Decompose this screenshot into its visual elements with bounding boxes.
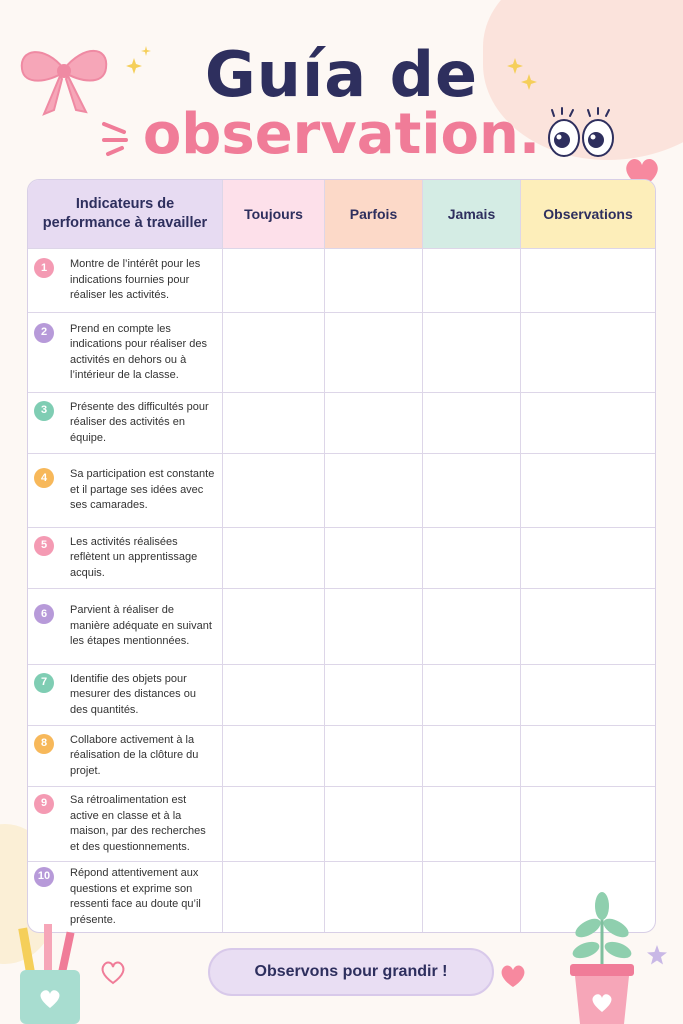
- indicator-text: Sa rétroalimentation est active en classe et à la maison, par des recherches et des questionnements.: [70, 794, 206, 853]
- cell-observations[interactable]: [521, 528, 655, 589]
- cell-parfois[interactable]: [325, 787, 423, 862]
- plant-pot-icon: [566, 890, 638, 1024]
- indicator-cell: [28, 454, 223, 528]
- row-number-badge: 6: [34, 604, 54, 624]
- page-title-line2: observation.: [142, 102, 541, 167]
- cell-observations[interactable]: [521, 393, 655, 454]
- table-row: [28, 393, 655, 454]
- cell-toujours[interactable]: [223, 862, 325, 932]
- row-number-badge: 3: [34, 401, 54, 421]
- cell-jamais[interactable]: [423, 249, 521, 313]
- header-parfois: Parfois: [325, 180, 423, 249]
- heart-icon: [498, 962, 528, 990]
- table-header-row: [28, 180, 655, 249]
- table-row: [28, 313, 655, 393]
- star-icon: [646, 944, 668, 966]
- cell-toujours[interactable]: [223, 313, 325, 393]
- cell-parfois[interactable]: [325, 528, 423, 589]
- cell-parfois[interactable]: [325, 726, 423, 787]
- cell-toujours[interactable]: [223, 726, 325, 787]
- indicator-text: Répond attentivement aux questions et exprime son ressenti face au doute qu’il présente.: [70, 867, 201, 926]
- page-title-line1: Guía de: [204, 38, 479, 111]
- table-row: [28, 862, 655, 932]
- cell-parfois[interactable]: [325, 393, 423, 454]
- cell-parfois[interactable]: [325, 454, 423, 528]
- cell-jamais[interactable]: [423, 726, 521, 787]
- cell-observations[interactable]: [521, 454, 655, 528]
- indicator-cell: [28, 249, 223, 313]
- row-number-badge: 9: [34, 794, 54, 814]
- row-number-badge: 1: [34, 258, 54, 278]
- indicator-cell: [28, 787, 223, 862]
- cell-observations[interactable]: [521, 249, 655, 313]
- row-number-badge: 8: [34, 734, 54, 754]
- cell-toujours[interactable]: [223, 589, 325, 665]
- cell-parfois[interactable]: [325, 249, 423, 313]
- indicator-text: Montre de l’intérêt pour les indications fournies pour réaliser les activités.: [70, 258, 201, 302]
- header-toujours: Toujours: [223, 180, 325, 249]
- cell-jamais[interactable]: [423, 862, 521, 932]
- table-row: [28, 665, 655, 726]
- cell-jamais[interactable]: [423, 313, 521, 393]
- row-number-badge: 7: [34, 673, 54, 693]
- row-number-badge: 5: [34, 536, 54, 556]
- table-row: [28, 787, 655, 862]
- cell-toujours[interactable]: [223, 393, 325, 454]
- indicator-text: Identifie des objets pour mesurer des distances ou des quantités.: [70, 672, 196, 716]
- cell-jamais[interactable]: [423, 393, 521, 454]
- cell-jamais[interactable]: [423, 528, 521, 589]
- table-row: [28, 454, 655, 528]
- indicator-cell: [28, 726, 223, 787]
- cell-parfois[interactable]: [325, 313, 423, 393]
- indicator-text: Collabore activement à la réalisation de la clôture du projet.: [70, 733, 199, 777]
- cell-observations[interactable]: [521, 726, 655, 787]
- table-row: [28, 726, 655, 787]
- header-observations: Observations: [521, 180, 655, 249]
- cell-toujours[interactable]: [223, 249, 325, 313]
- header-indicators: Indicateurs de performance à travailler: [28, 180, 223, 249]
- cell-observations[interactable]: [521, 665, 655, 726]
- row-number-badge: 10: [34, 867, 54, 887]
- cell-observations[interactable]: [521, 787, 655, 862]
- indicator-cell: [28, 313, 223, 393]
- indicator-text: Prend en compte les indications pour réaliser des activités en dehors ou à l’intérieur de la classe.: [70, 322, 207, 381]
- cell-toujours[interactable]: [223, 454, 325, 528]
- indicator-cell: [28, 528, 223, 589]
- indicator-cell: [28, 665, 223, 726]
- cell-parfois[interactable]: [325, 862, 423, 932]
- row-number-badge: 2: [34, 323, 54, 343]
- heart-icon: [99, 960, 127, 986]
- observation-table: [27, 179, 656, 933]
- indicator-cell: [28, 589, 223, 665]
- cell-jamais[interactable]: [423, 665, 521, 726]
- cell-jamais[interactable]: [423, 787, 521, 862]
- indicator-text: Les activités réalisées reflètent un apprentissage acquis.: [70, 535, 198, 579]
- row-number-badge: 4: [34, 468, 54, 488]
- cell-jamais[interactable]: [423, 589, 521, 665]
- indicator-text: Sa participation est constante et il partage ses idées avec ses camarades.: [70, 468, 215, 512]
- cell-observations[interactable]: [521, 313, 655, 393]
- table-row: [28, 589, 655, 665]
- indicator-text: Présente des difficultés pour réaliser des activités en équipe.: [70, 400, 209, 444]
- indicator-text: Parvient à réaliser de manière adéquate en suivant les étapes mentionnées.: [70, 604, 212, 648]
- pencil-cup-icon: [14, 920, 86, 1024]
- cell-observations[interactable]: [521, 589, 655, 665]
- cell-parfois[interactable]: [325, 589, 423, 665]
- cell-toujours[interactable]: [223, 528, 325, 589]
- indicator-cell: [28, 393, 223, 454]
- cell-parfois[interactable]: [325, 665, 423, 726]
- header-jamais: Jamais: [423, 180, 521, 249]
- table-row: [28, 528, 655, 589]
- cell-toujours[interactable]: [223, 665, 325, 726]
- table-row: [28, 249, 655, 313]
- cell-toujours[interactable]: [223, 787, 325, 862]
- cell-jamais[interactable]: [423, 454, 521, 528]
- footer-banner: Observons pour grandir !: [208, 948, 494, 996]
